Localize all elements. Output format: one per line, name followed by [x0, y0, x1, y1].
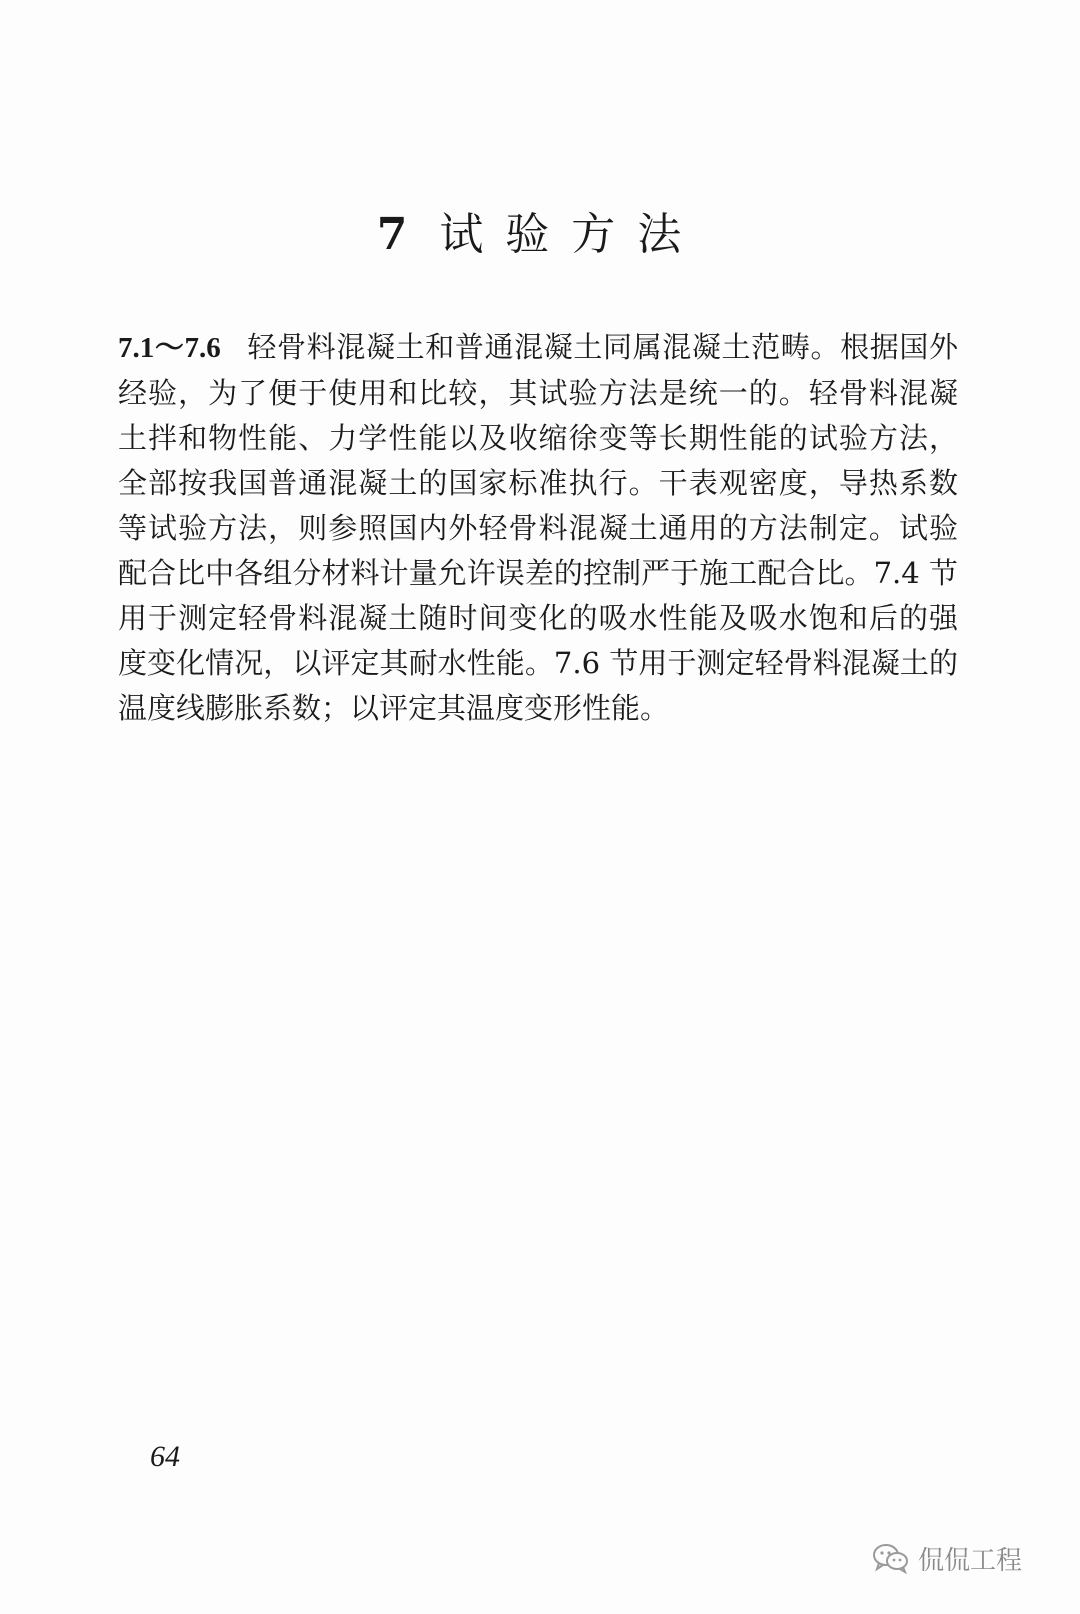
chapter-title-text: 试验方法 [439, 209, 704, 260]
wechat-icon [872, 1542, 910, 1574]
section-ref: 7.1～7.6 [118, 332, 221, 364]
section-body [118, 325, 958, 731]
section-paragraph [118, 325, 958, 731]
watermark-text: 侃侃工程 [918, 1545, 1023, 1576]
chapter-title [0, 205, 1080, 265]
section-text: 轻骨料混凝土和普通混凝土同属混凝土范畴。根据国外经验，为了便于使用和比较，其试验方法是统一的。轻骨料混凝土拌和物性能、力学性能以及收缩徐变等长期性能的试验方法，全部按我国普通混凝土的国家标准执行。干表观密度，导热系数等试验方法，则参照国内外轻骨料混凝土通用的方法制定。试验配合比中各组分材料计量允许误差的控制严于施工配合比。7.4 节用于测定轻骨料混凝土随时间变化的吸水性能及吸水饱和后的强度变化情况，以评定其耐水性能。7.6 节用于测定轻骨料混凝土的温度线膨胀系数；以评定其温度变形性能。 [118, 330, 958, 725]
page-number: 64 [150, 1440, 180, 1473]
watermark [872, 1538, 1022, 1578]
chapter-number: 7 [376, 209, 414, 260]
